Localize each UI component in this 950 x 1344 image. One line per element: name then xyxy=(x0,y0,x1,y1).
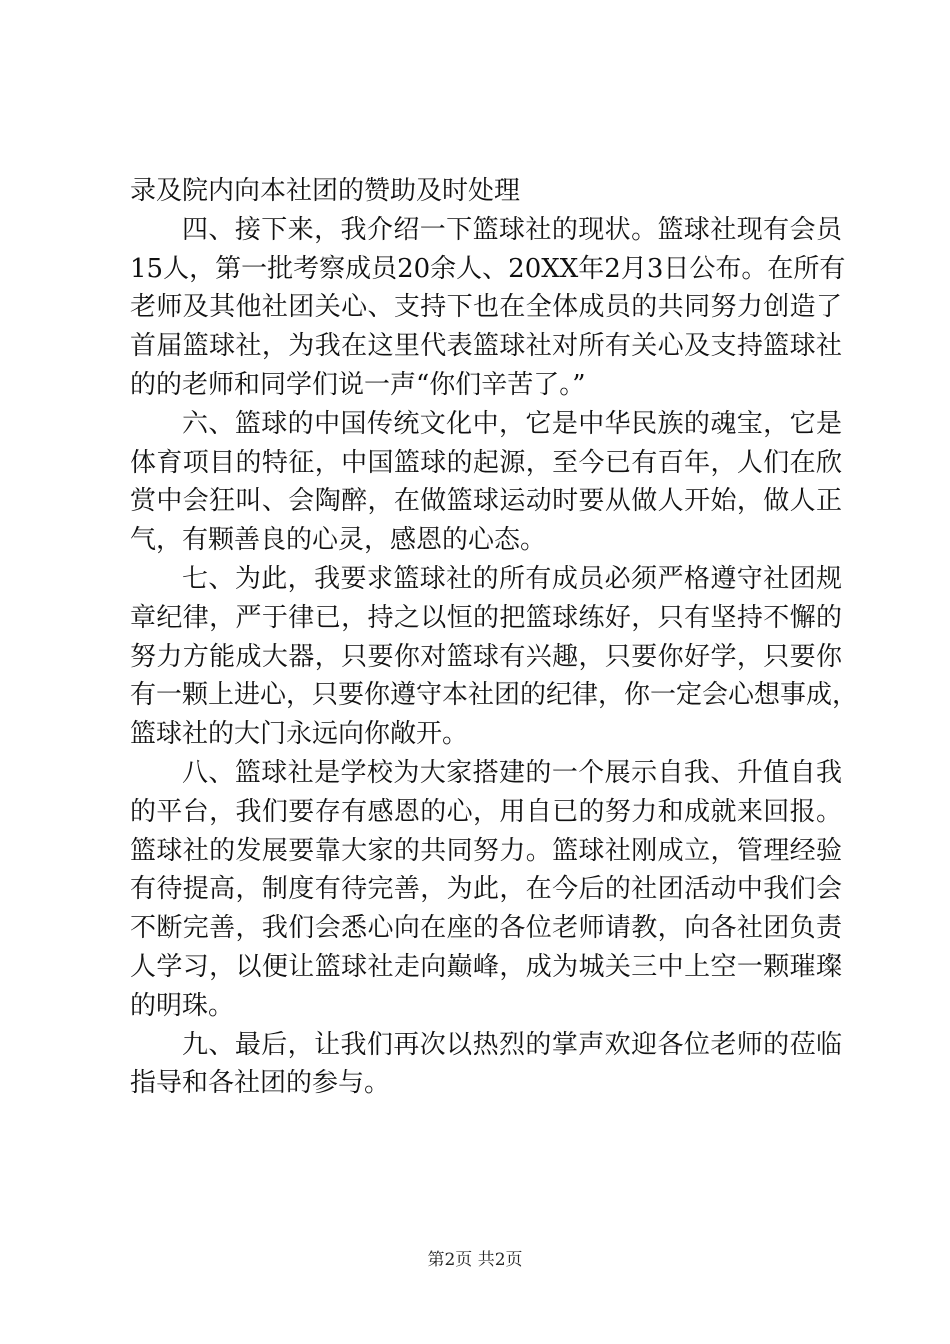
text-line: 的平台，我们要存有感恩的心，用自已的努力和成就来回报。 xyxy=(130,796,842,827)
paragraph-7-line: 七、为此，我要求篮球社的所有成员必须严格遵守社团规 xyxy=(182,563,842,594)
paragraph-4-line: 四、接下来，我介绍一下篮球社的现状。篮球社现有会员 xyxy=(182,214,842,245)
text-line: 赏中会狂叫、会陶醉，在做篮球运动时要从做人开始，做人正 xyxy=(130,486,842,517)
paragraph-9-line: 九、最后，让我们再次以热烈的掌声欢迎各位老师的莅临 xyxy=(182,1029,842,1060)
text-line: 努力方能成大器，只要你对篮球有兴趣，只要你好学，只要你 xyxy=(130,641,842,672)
text-line: 录及院内向本社团的赞助及时处理 xyxy=(130,176,521,206)
text-line: 章纪律，严于律已，持之以恒的把篮球练好，只有坚持不懈的 xyxy=(130,602,842,633)
text-line: 老师及其他社团关心、支持下也在全体成员的共同努力创造了 xyxy=(130,292,842,323)
text-line: 体育项目的特征，中国篮球的起源，至今已有百年，人们在欣 xyxy=(130,447,842,478)
text-line: 篮球社的大门永远向你敞开。 xyxy=(130,719,469,750)
text-line: 首届篮球社，为我在这里代表篮球社对所有关心及支持篮球社 xyxy=(130,331,842,362)
paragraph-8-line: 八、篮球社是学校为大家搭建的一个展示自我、升值自我 xyxy=(182,757,842,788)
text-line: 人学习，以便让篮球社走向巅峰，成为城关三中上空一颗璀璨 xyxy=(130,951,842,982)
text-line: 的的老师和同学们说一声“你们辛苦了。” xyxy=(130,369,586,400)
paragraph-6-line: 六、篮球的中国传统文化中，它是中华民族的魂宝，它是 xyxy=(182,408,842,439)
text-line: 篮球社的发展要靠大家的共同努力。篮球社刚成立，管理经验 xyxy=(130,835,842,866)
text-line: 有一颗上进心，只要你遵守本社团的纪律，你一定会心想事成， xyxy=(130,680,859,711)
page-number-footer: 第2页 共2页 xyxy=(427,1250,523,1270)
text-line: 15人，第一批考察成员20余人、20XX年2月3日公布。在所有 xyxy=(130,253,846,284)
text-line: 有待提高，制度有待完善，为此，在今后的社团活动中我们会 xyxy=(130,874,842,905)
text-line: 气，有颗善良的心灵，感恩的心态。 xyxy=(130,525,547,556)
text-line: 的明珠。 xyxy=(130,990,235,1021)
document-body xyxy=(130,172,859,1103)
text-line: 不断完善，我们会悉心向在座的各位老师请教，向各社团负责 xyxy=(130,913,842,944)
text-line: 指导和各社团的参与。 xyxy=(130,1068,391,1099)
